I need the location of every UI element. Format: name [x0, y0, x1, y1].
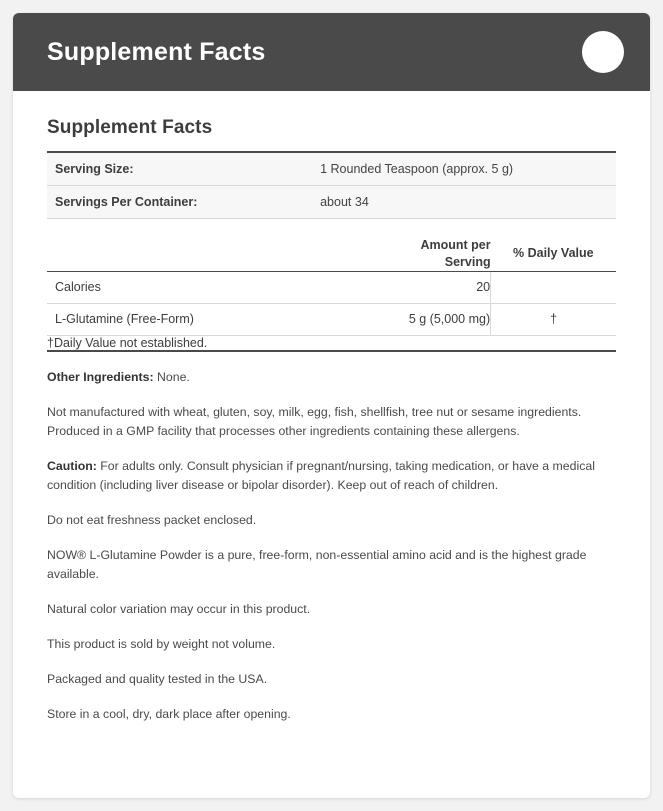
list-item	[47, 511, 616, 530]
column-header-daily-value: % Daily Value	[491, 237, 616, 271]
header-title: Supplement Facts	[47, 37, 266, 66]
nutrient-name: L-Glutamine (Free-Form)	[47, 303, 320, 335]
supplement-facts-table	[47, 151, 616, 352]
note-text: None.	[153, 369, 190, 384]
serving-size-label: Serving Size:	[47, 152, 320, 186]
page-title: Supplement Facts	[47, 117, 213, 138]
column-header-amount	[320, 237, 491, 271]
notes-section	[47, 368, 616, 725]
note-text: NOW® L-Glutamine Powder is a pure, free-form, non-essential amino acid and is the highest grade available.	[47, 548, 587, 582]
list-item	[47, 457, 616, 495]
note-text: Not manufactured with wheat, gluten, soy, milk, egg, fish, shellfish, tree nut or sesame ingredients. Produced in a GMP facility that processes other ingredients containing these allergens.	[47, 404, 582, 438]
table-row	[47, 271, 616, 303]
list-item	[47, 600, 616, 619]
spacer-cell	[47, 219, 616, 238]
table-row	[47, 152, 616, 186]
note-label: Other Ingredients:	[47, 369, 154, 384]
amount-header-line2: Serving	[444, 254, 491, 269]
table-footnote-row	[47, 335, 616, 351]
list-item	[47, 403, 616, 441]
note-label: Caution:	[47, 458, 97, 473]
serving-size-value: 1 Rounded Teaspoon (approx. 5 g)	[320, 152, 616, 186]
note-text: For adults only. Consult physician if pregnant/nursing, taking medication, or have a medical condition (including liver disease or bipolar disorder). Keep out of reach of children.	[47, 458, 595, 492]
daily-value-footnote: †Daily Value not established.	[47, 335, 616, 351]
note-text: Do not eat freshness packet enclosed.	[47, 512, 257, 527]
list-item	[47, 670, 616, 689]
nutrient-daily-value: †	[491, 303, 616, 335]
servings-per-container-label: Servings Per Container:	[47, 186, 320, 219]
column-header-blank	[47, 237, 320, 271]
supplement-facts-card	[13, 13, 650, 798]
table-header-row	[47, 237, 616, 271]
list-item	[47, 368, 616, 387]
list-item	[47, 546, 616, 584]
card-header	[13, 13, 650, 91]
servings-per-container-value: about 34	[320, 186, 616, 219]
list-item	[47, 705, 616, 724]
nutrient-name: Calories	[47, 271, 320, 303]
list-item	[47, 635, 616, 654]
amount-header-line1: Amount per	[420, 238, 491, 252]
table-row	[47, 186, 616, 219]
card-body	[13, 91, 650, 770]
note-text: Packaged and quality tested in the USA.	[47, 672, 268, 687]
note-text: Natural color variation may occur in this product.	[47, 602, 311, 617]
table-row	[47, 303, 616, 335]
table-spacer	[47, 219, 616, 238]
circle-badge-icon	[582, 31, 624, 73]
note-text: This product is sold by weight not volume.	[47, 637, 276, 652]
nutrient-daily-value	[491, 271, 616, 303]
nutrient-amount: 5 g (5,000 mg)	[320, 303, 491, 335]
note-text: Store in a cool, dry, dark place after opening.	[47, 707, 291, 722]
nutrient-amount: 20	[320, 271, 491, 303]
